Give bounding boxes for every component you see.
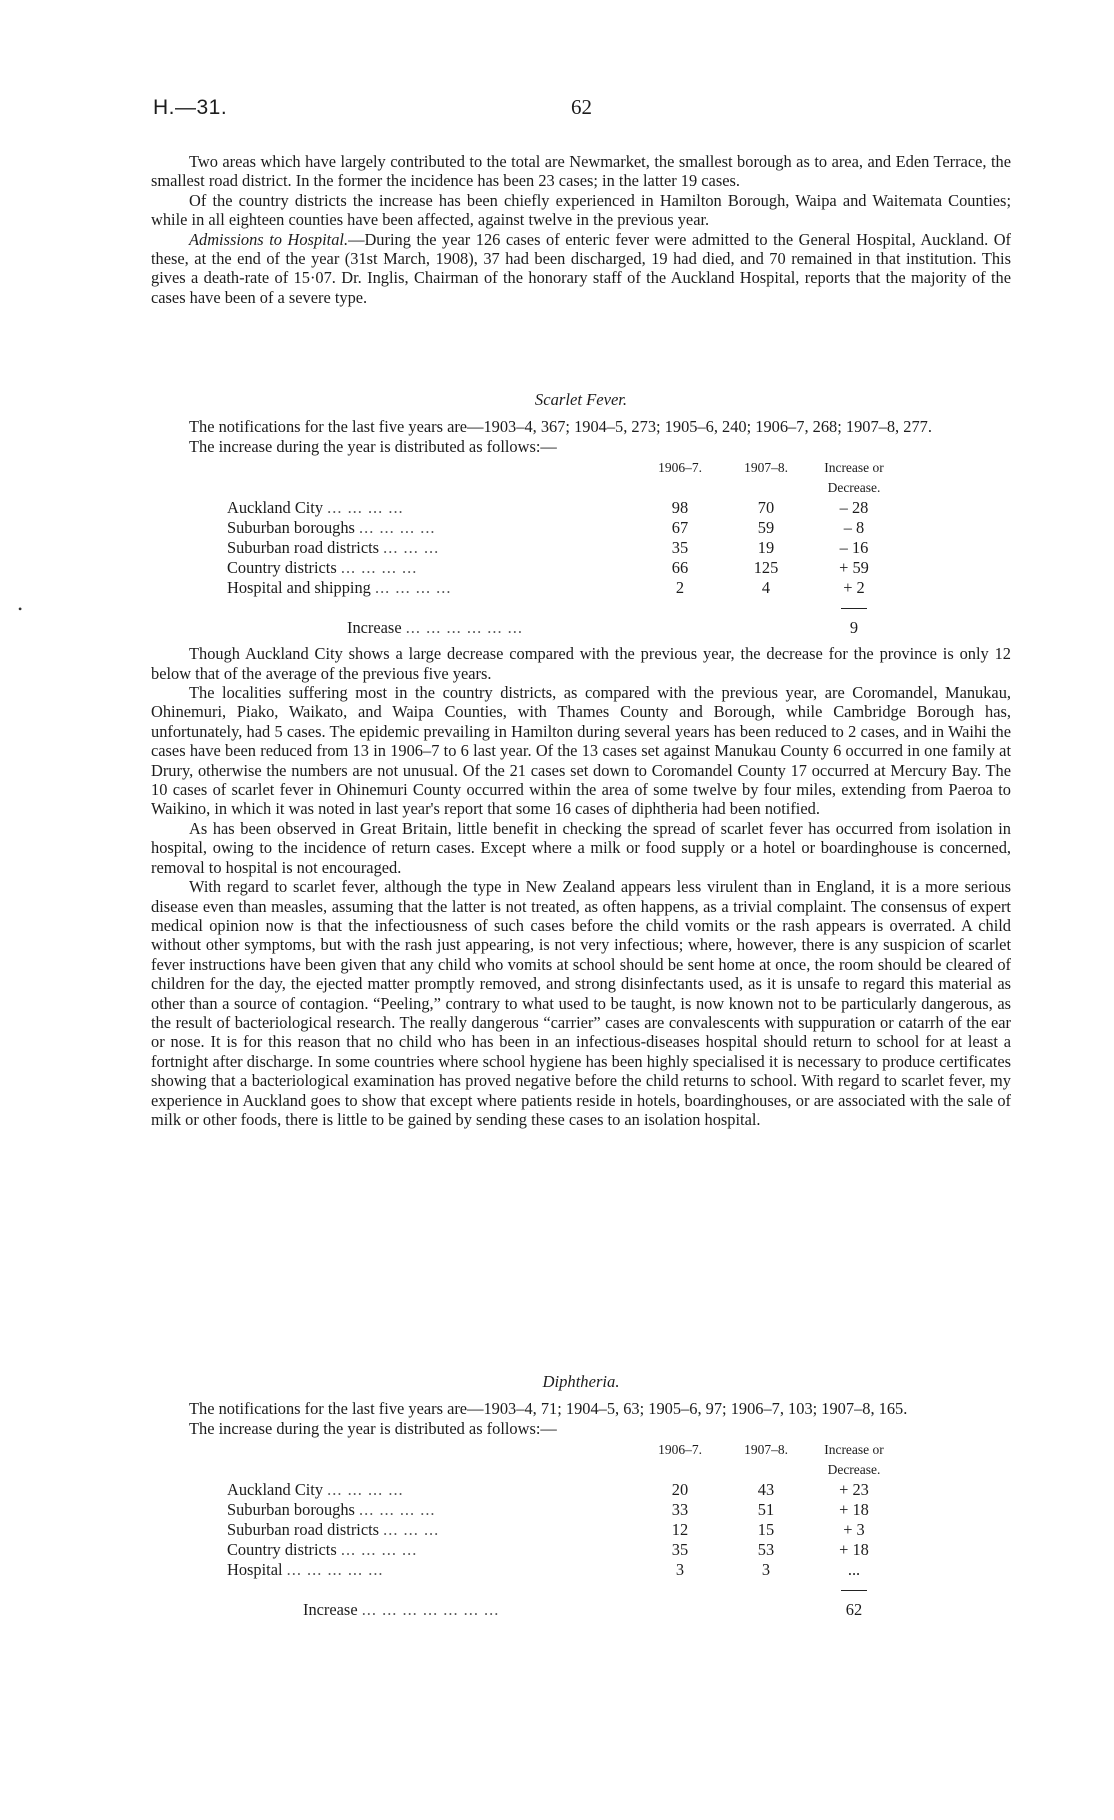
cell-1907-8: 53 (757, 1540, 775, 1560)
table-row (227, 558, 899, 578)
total-rule (841, 608, 867, 609)
cell-1906-7: 67 (671, 518, 689, 538)
scarlet-fever-section (151, 390, 1011, 1129)
table-row (227, 1540, 899, 1560)
row-label: Suburban road districts (227, 538, 380, 558)
diphtheria-heading: Diphtheria. (542, 1372, 620, 1391)
intro-paragraph-1: Two areas which have largely contributed to the total are Newmarket, the smallest borough as to area, and Eden Terrace, the smallest road district. In the former the incidence has been 23 cases; in the latter 19 cases. (151, 152, 1011, 191)
table-row (227, 1480, 899, 1500)
cell-change: – 16 (839, 538, 869, 558)
scarlet-paragraph: As has been observed in Great Britain, little benefit in checking the spread of scarlet fever has occurred from isolation in hospital, owing to the incidence of return cases. Except where a milk or food supply or a hotel or boardinghouse is concerned, removal to hospital is not encouraged. (151, 818, 1011, 877)
cell-1906-7: 12 (671, 1520, 689, 1540)
scarlet-paragraph: Though Auckland City shows a large decrease compared with the previous year, the decrease for the province is only 12 below that of the average of the previous five years. (151, 644, 1011, 683)
total-label: Increase (303, 1600, 358, 1620)
enteric-continuation (151, 152, 1011, 307)
admissions-lead: Admissions to Hospital. (189, 229, 349, 249)
cell-1906-7: 2 (675, 578, 685, 598)
margin-mark: • (18, 602, 23, 616)
table-header-row (227, 1440, 899, 1480)
cell-1906-7: 3 (675, 1560, 685, 1580)
table-row (227, 1520, 899, 1540)
leader-dots: ... ... ... (383, 538, 440, 558)
cell-1907-8: 51 (757, 1500, 775, 1520)
cell-1906-7: 35 (671, 1540, 689, 1560)
row-label: Country districts (227, 1540, 337, 1560)
table-total-row (227, 1600, 899, 1620)
scarlet-notifications: The notifications for the last five years are—1903–4, 367; 1904–5, 273; 1905–6, 240; 1906–7, 268; 1907–8, 277. (189, 417, 932, 437)
leader-dots: ... ... ... ... (327, 1480, 404, 1500)
cell-1907-8: 19 (757, 538, 775, 558)
col-1907-8: 1907–8. (744, 1442, 788, 1458)
table-row (227, 578, 899, 598)
cell-1907-8: 70 (757, 498, 775, 518)
leader-dots: ... ... ... ... ... ... (405, 618, 523, 638)
table-row (227, 538, 899, 558)
total-rule-row (227, 1580, 899, 1600)
total-rule (841, 1590, 867, 1591)
cell-1907-8: 3 (761, 1560, 771, 1580)
row-label: Suburban boroughs (227, 518, 355, 538)
total-label: Increase (347, 618, 402, 638)
page-number: 62 (571, 95, 592, 119)
leader-dots: ... ... ... ... (359, 518, 436, 538)
diphtheria-increase-intro: The increase during the year is distributed as follows:— (189, 1418, 557, 1438)
cell-1907-8: 43 (757, 1480, 775, 1500)
row-label: Country districts (227, 558, 337, 578)
page-header (153, 95, 1013, 128)
leader-dots: ... ... ... ... (374, 578, 452, 598)
total-value: 62 (845, 1600, 863, 1620)
row-label: Auckland City (227, 1480, 324, 1500)
col-1907-8: 1907–8. (744, 460, 788, 476)
cell-1906-7: 20 (671, 1480, 689, 1500)
row-label: Suburban boroughs (227, 1500, 355, 1520)
intro-paragraph-2: Of the country districts the increase has been chiefly experienced in Hamilton Borough, Waipa and Waitemata Counties; while in all eighteen counties have been affected, against twelve in the previous year. (151, 190, 1011, 230)
admissions-text: —During the year 126 cases of enteric fever were admitted to the General Hospital, Auckland. Of these, at the end of the year (31st March, 1908), 37 had been discharged, 19 had died, and 70 remained in that institution. This gives a death-rate of 15·07. Dr. Inglis, Chairman of the honorary staff of the Auckland Hospital, reports that the majority of the cases have been of a severe type. (151, 229, 1011, 307)
cell-change: ... (847, 1560, 861, 1580)
scarlet-heading: Scarlet Fever. (534, 390, 628, 409)
leader-dots: ... ... ... ... (340, 1540, 418, 1560)
table-total-row (227, 618, 899, 638)
leader-dots: ... ... ... ... (327, 498, 404, 518)
col-increase-decrease: Increase or Decrease. (824, 460, 884, 496)
leader-dots: ... ... ... ... ... (286, 1560, 384, 1580)
cell-1906-7: 66 (671, 558, 689, 578)
cell-change: + 2 (843, 578, 865, 598)
diphtheria-section (151, 1372, 1011, 1620)
total-value: 9 (849, 618, 859, 638)
table-row (227, 498, 899, 518)
cell-1906-7: 98 (671, 498, 689, 518)
cell-change: + 18 (839, 1500, 869, 1520)
cell-change: + 18 (839, 1540, 869, 1560)
table-row (227, 1560, 899, 1580)
cell-change: – 8 (843, 518, 865, 538)
leader-dots: ... ... ... ... (340, 558, 418, 578)
cell-change: – 28 (839, 498, 869, 518)
total-rule-row (227, 598, 899, 618)
admissions-paragraph (151, 230, 1011, 308)
row-label: Suburban road districts (227, 1520, 380, 1540)
leader-dots: ... ... ... (383, 1520, 440, 1540)
scarlet-increase-intro: The increase during the year is distributed as follows:— (189, 436, 557, 456)
cell-change: + 59 (839, 558, 869, 578)
leader-dots: ... ... ... ... (359, 1500, 436, 1520)
col-1906-7: 1906–7. (658, 460, 702, 476)
cell-change: + 23 (839, 1480, 869, 1500)
row-label: Hospital (227, 1560, 283, 1580)
table-header-row (227, 458, 899, 498)
cell-1907-8: 59 (757, 518, 775, 538)
report-id: H.—31. (153, 96, 228, 119)
cell-1907-8: 15 (757, 1520, 775, 1540)
table-row (227, 518, 899, 538)
col-1906-7: 1906–7. (658, 1442, 702, 1458)
table-row (227, 1500, 899, 1520)
diphtheria-table (227, 1440, 899, 1620)
diphtheria-notifications: The notifications for the last five years are—1903–4, 71; 1904–5, 63; 1905–6, 97; 1906–7, 103; 1907–8, 165. (189, 1399, 908, 1419)
col-increase-decrease: Increase or Decrease. (824, 1442, 884, 1478)
leader-dots: ... ... ... ... ... ... ... (361, 1600, 500, 1620)
cell-1906-7: 35 (671, 538, 689, 558)
scarlet-paragraph: The localities suffering most in the country districts, as compared with the previous year, are Coromandel, Manukau, Ohinemuri, Piako, Waikato, and Waipa Counties, with Thames County and Borough, while Cambridge Borough has, unfortunately, had 5 cases. The epidemic prevailing in Hamilton during several years has been reduced to 2 cases, and in Waihi the cases have been reduced from 13 in 1906–7 to 6 last year. Of the 13 cases set against Manukau County 6 occurred in one family at Drury, otherwise the numbers are not unusual. Of the 21 cases set down to Coromandel County 17 occurred at Mercury Bay. The 10 cases of scarlet fever in Ohinemuri County occurred within the area of some twelve by four miles, extending from Paeroa to Waikino, in which it was noted in last year's report that some 16 cases of diphtheria had been notified. (151, 683, 1011, 819)
scarlet-paragraph: With regard to scarlet fever, although the type in New Zealand appears less virulent than in England, it is a more serious disease even than measles, assuming that the latter is not treated, as often happens, as a trivial complaint. The consensus of expert medical opinion now is that the infectiousness of such cases before the child vomits or the rash appears is overrated. A child without other symptoms, but with the rash just appearing, is not very infectious; where, however, there is any suspicion of scarlet fever instructions have been given that any child who vomits at school should be sent home at once, the room should be cleared of children for the day, the ejected matter promptly removed, and strong disinfectants used, as it is unsafe to regard this material as other than a source of contagion. “Peeling,” contrary to what used to be taught, is now known not to be particularly dangerous, as the result of bacteriological research. The really dangerous “carrier” cases are convalescents with suppuration or catarrh of the ear or nose. It is for this reason that no child who has been in an infectious-diseases hospital should return to school for at least a fortnight after discharge. In some countries where school hygiene has been highly specialised it is necessary to produce certificates showing that a bacteriological examination has proved negative before the child returns to school. With regard to scarlet fever, my experience in Auckland goes to show that except where patients reside in hotels, boardinghouses, or are associated with the sale of milk or other foods, there is little to be gained by sending these cases to an isolation hospital. (151, 877, 1011, 1129)
cell-1907-8: 125 (753, 558, 779, 578)
row-label: Hospital and shipping (227, 578, 371, 598)
cell-1907-8: 4 (761, 578, 771, 598)
row-label: Auckland City (227, 498, 324, 518)
scarlet-table (227, 458, 899, 638)
cell-1906-7: 33 (671, 1500, 689, 1520)
cell-change: + 3 (843, 1520, 865, 1540)
